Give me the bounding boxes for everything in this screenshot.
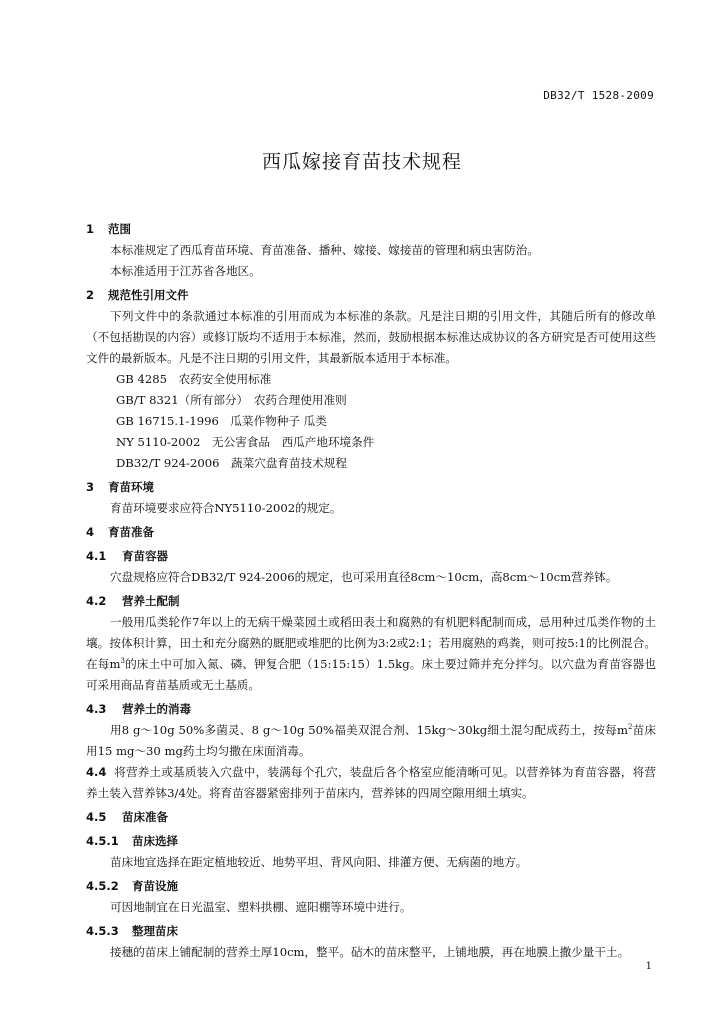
section-title: 营养土配制	[122, 594, 180, 608]
section-number: 4.2	[86, 594, 107, 608]
paragraph: 接穗的苗床上铺配制的营养土厚10cm，整平。砧木的苗床整平，上铺地膜，再在地膜上撒少量干土。	[110, 945, 630, 959]
section-title: 育苗准备	[108, 525, 154, 539]
section-number: 4.3	[86, 702, 107, 716]
paragraph: 本标准规定了西瓜育苗环境、育苗准备、播种、嫁接、嫁接苗的管理和病虫害防治。	[110, 243, 539, 257]
superscript: 2	[627, 723, 633, 732]
section-number: 4.5.2	[86, 879, 119, 893]
subsection-4-5-heading	[86, 807, 656, 828]
paragraph: 本标准适用于江苏省各地区。	[110, 264, 261, 278]
section-number: 1	[86, 222, 95, 236]
page-number: 1	[645, 961, 652, 972]
paragraph	[86, 762, 656, 804]
section-title: 规范性引用文件	[108, 288, 189, 302]
section-title: 育苗容器	[122, 549, 168, 563]
reference-item: GB/T 8321（所有部分） 农药合理使用准则	[116, 393, 347, 407]
section-number: 4.5.3	[86, 924, 119, 938]
reference-item: GB 16715.1-1996 瓜菜作物种子 瓜类	[116, 414, 327, 428]
section-number: 4.1	[86, 549, 107, 563]
subsection-4-5-3-heading	[86, 921, 656, 942]
subsection-4-2-heading	[86, 591, 656, 612]
paragraph: 苗床地宜选择在距定植地较近、地势平坦、背风向阳、排灌方便、无病菌的地方。	[110, 855, 528, 869]
paragraph: 穴盘规格应符合DB32/T 924-2006的规定，也可采用直径8cm～10cm，高8cm～10cm营养钵。	[110, 570, 618, 584]
document-body	[86, 216, 656, 963]
section-number: 3	[86, 480, 95, 494]
section-title: 范围	[108, 222, 131, 236]
section-title: 营养土的消毒	[122, 702, 191, 716]
reference-item: NY 5110-2002 无公害食品 西瓜产地环境条件	[116, 435, 375, 449]
paragraph: 可因地制宜在日光温室、塑料拱棚、遮阳棚等环境中进行。	[110, 900, 412, 914]
section-title: 苗床选择	[132, 834, 178, 848]
subsection-4-3-heading	[86, 699, 656, 720]
paragraph	[86, 720, 656, 762]
text-run: 苗床用15 mg～30 mg药土均匀撒在床面消毒。	[86, 723, 656, 758]
section-3-heading	[86, 477, 656, 498]
text-run: 一般用瓜类轮作7年以上的无病干燥菜园土或稻田表土和腐熟的有机肥料配制而成，忌用种过瓜类作物的土壤。按体积计算，田土和充分腐熟的厩肥或堆肥的比例为3:2或2:1；若用腐熟的鸡粪，则可按5:1的比例混合。在每m	[86, 615, 656, 671]
document-title: 西瓜嫁接育苗技术规程	[261, 151, 462, 173]
section-4-heading	[86, 522, 656, 543]
reference-item: GB 4285 农药安全使用标准	[116, 372, 272, 386]
section-number: 4.4	[86, 765, 107, 779]
subsection-4-5-2-heading	[86, 876, 656, 897]
section-number: 4.5	[86, 810, 107, 824]
section-title: 育苗环境	[108, 480, 154, 494]
subsection-4-5-1-heading	[86, 831, 656, 852]
subsection-4-1-heading	[86, 546, 656, 567]
reference-item: DB32/T 924-2006 蔬菜穴盘育苗技术规程	[116, 456, 347, 470]
paragraph: 下列文件中的条款通过本标准的引用而成为本标准的条款。凡是注日期的引用文件，其随后所有的修改单（不包括勘误的内容）或修订版均不适用于本标准，然而，鼓励根据本标准达成协议的各方研究是否可使用这些文件的最新版本。凡是不注日期的引用文件，其最新版本适用于本标准。	[86, 309, 656, 365]
section-number: 4.5.1	[86, 834, 119, 848]
text-run: 用8 g～10g 50%多菌灵、8 g～10g 50%福美双混合剂、15kg～30kg细土混匀配成药土，按每m	[110, 723, 628, 737]
paragraph: 育苗环境要求应符合NY5110-2002的规定。	[110, 501, 342, 515]
section-number: 4	[86, 525, 95, 539]
document-code: DB32/T 1528-2009	[543, 89, 654, 102]
text-run: 的床土中可加入氮、磷、钾复合肥（15:15:15）1.5kg。床土要过筛并充分拌匀。以穴盘为育苗容器也可采用商品育苗基质或无土基质。	[86, 657, 656, 692]
paragraph	[86, 612, 656, 696]
section-1-heading	[86, 219, 656, 240]
section-title: 苗床准备	[122, 810, 168, 824]
section-2-heading	[86, 285, 656, 306]
text-run: 将营养土或基质装入穴盘中，装满每个孔穴，装盘后各个格室应能清晰可见。以营养钵为育苗容器，将营养土装入营养钵3/4处。将育苗容器紧密排列于苗床内，营养钵的四周空隙用细土填实。	[86, 765, 656, 800]
section-number: 2	[86, 288, 95, 302]
superscript: 3	[120, 657, 125, 666]
section-title: 整理苗床	[132, 924, 178, 938]
section-title: 育苗设施	[132, 879, 178, 893]
